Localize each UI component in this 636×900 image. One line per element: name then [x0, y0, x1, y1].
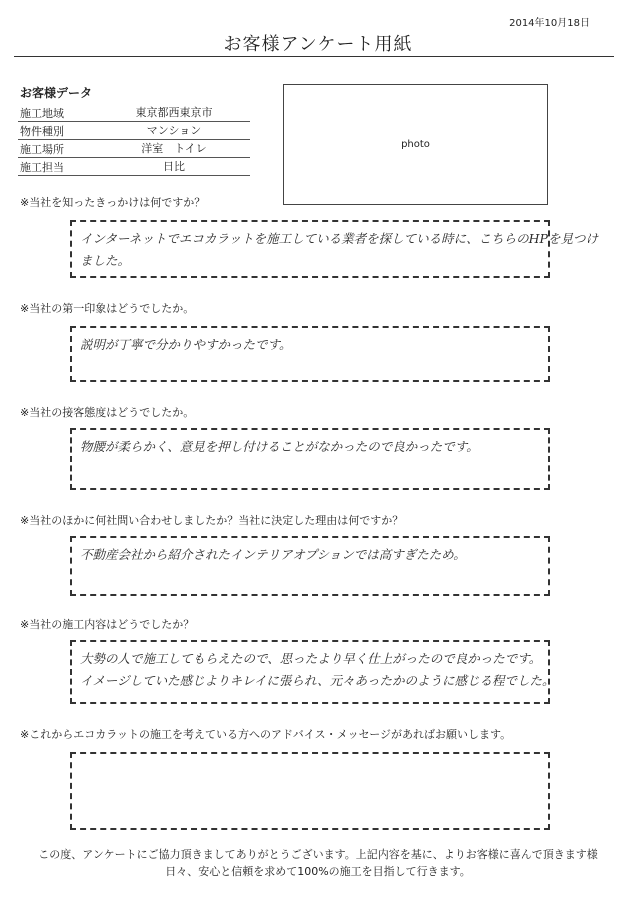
- customer-data-table: [18, 104, 250, 176]
- answer-line: ました。: [80, 253, 131, 268]
- info-value: 東京都西東京市: [135, 106, 213, 119]
- footer-line: この度、アンケートにご協力頂きましてありがとうございます。上記内容を基に、よりお客様に喜んで頂きます様: [38, 848, 598, 861]
- answer-line: 物腰が柔らかく、意見を押し付けることがなかったので良かったです。: [80, 439, 479, 454]
- answer-box-4: [70, 536, 550, 596]
- question-1: ※当社を知ったきっかけは何ですか？: [20, 196, 206, 209]
- answer-box-3: [70, 428, 550, 490]
- info-row-location: [18, 140, 250, 158]
- page-title: お客様アンケート用紙: [223, 34, 413, 55]
- question-5: ※当社の施工内容はどうでしたか？: [20, 618, 195, 631]
- info-label: 物件種別: [20, 125, 64, 138]
- answer-box-5: [70, 640, 555, 704]
- info-label: 施工担当: [20, 161, 64, 174]
- info-row-area: [18, 104, 250, 122]
- photo-label: photo: [401, 139, 430, 150]
- title-divider: [14, 56, 614, 57]
- info-row-property-type: [18, 122, 250, 140]
- info-row-staff: [18, 158, 250, 176]
- answer-line: インターネットでエコカラットを施工している業者を探している時に、こちらのHPを見つけ: [80, 231, 598, 246]
- answer-line: イメージしていた感じよりキレイに張られ、元々あったかのように感じる程でした。: [80, 673, 555, 688]
- question-4: ※当社のほかに何社問い合わせしましたか？当社に決定した理由は何ですか？: [20, 514, 404, 527]
- answer-box-2: [70, 326, 550, 382]
- answer-line: 大勢の人で施工してもらえたので、思ったより早く仕上がったので良かったです。: [80, 651, 542, 666]
- survey-date: 2014年10月18日: [509, 18, 590, 29]
- customer-data-heading: お客様データ: [20, 86, 93, 100]
- footer-line: 日々、安心と信頼を求めて100%の施工を目指して行きます。: [165, 865, 471, 878]
- info-label: 施工場所: [20, 143, 64, 156]
- info-value: マンション: [146, 124, 202, 137]
- question-6: ※これからエコカラットの施工を考えている方へのアドバイス・メッセージがあればお願いします。: [20, 728, 512, 741]
- answer-box-6: [70, 752, 550, 830]
- answer-box-1: [70, 220, 598, 278]
- answer-line: 不動産会社から紹介されたインテリアオプションでは高すぎたため。: [80, 547, 466, 562]
- photo-placeholder: [283, 84, 548, 205]
- info-value: 日比: [163, 160, 185, 173]
- footer-message: [0, 846, 636, 880]
- question-3: ※当社の接客態度はどうでしたか。: [20, 406, 195, 419]
- question-2: ※当社の第一印象はどうでしたか。: [20, 302, 195, 315]
- answer-line: 説明が丁寧で分かりやすかったです。: [80, 337, 292, 352]
- info-label: 施工地域: [20, 107, 64, 120]
- info-value: 洋室 トイレ: [141, 142, 207, 155]
